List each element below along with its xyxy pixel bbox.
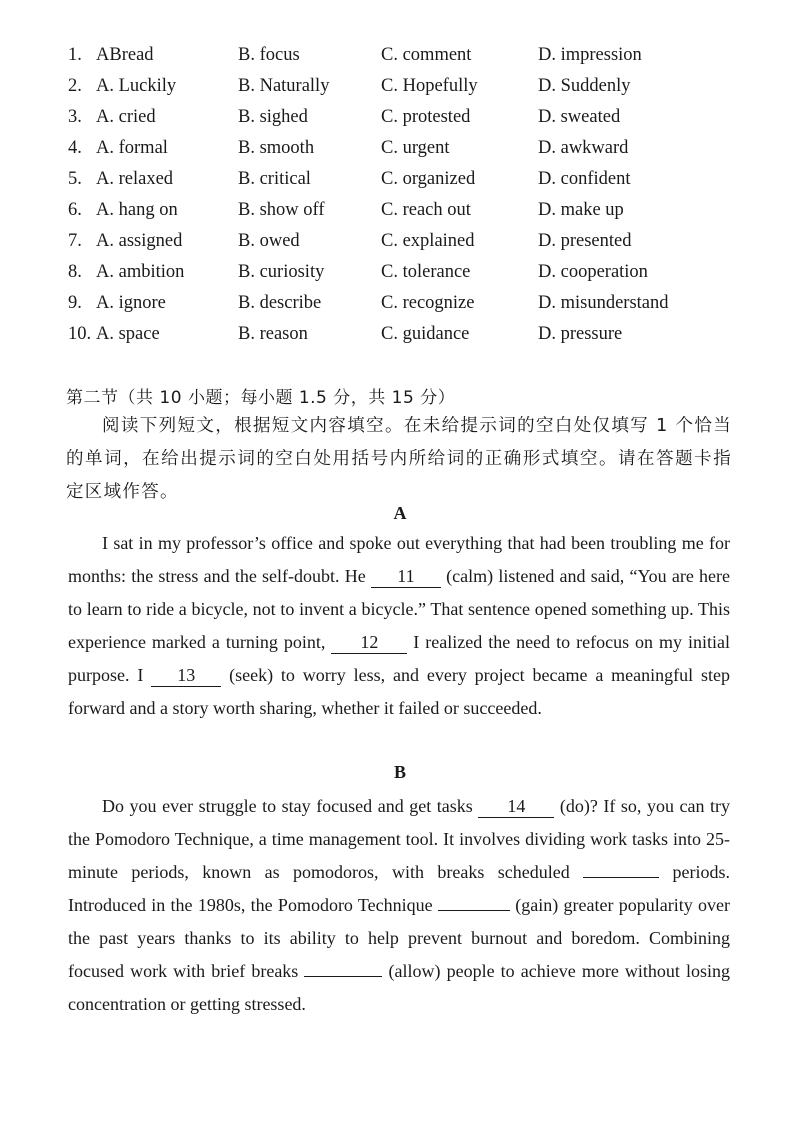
passage-text: periods. Introduced in the 1980s, the Pomodoro Technique (68, 862, 731, 915)
option-d: D. pressure (538, 324, 623, 344)
option-row (68, 288, 768, 319)
blank-13[interactable]: 13 (151, 664, 221, 687)
section-instructions: 阅读下列短文，根据短文内容填空。在未给提示词的空白处仅填写 1 个恰当的单词，在给出提示词的空白处用括号内所给词的正确形式填空。请在答题卡指定区域作答。 (66, 416, 732, 502)
option-a: ABread (96, 45, 154, 65)
option-row (68, 102, 768, 133)
question-number: 8. (68, 262, 82, 282)
blank-15[interactable] (583, 877, 659, 878)
option-d: D. presented (538, 231, 632, 251)
option-b: B. smooth (238, 138, 315, 158)
option-d: D. Suddenly (538, 76, 631, 96)
option-c: C. explained (381, 231, 475, 251)
option-a: A. cried (96, 107, 156, 127)
question-number: 7. (68, 231, 82, 251)
option-a: A. formal (96, 138, 168, 158)
option-a: A. relaxed (96, 169, 174, 189)
option-row (68, 40, 768, 71)
passage-text: (allow) people to achieve more without losing concentration or getting stressed. (68, 961, 731, 1014)
question-number: 3. (68, 107, 82, 127)
option-d: D. confident (538, 169, 631, 189)
option-row (68, 226, 768, 257)
question-number: 1. (68, 45, 82, 65)
option-b: B. focus (238, 45, 300, 65)
options-list (68, 40, 768, 350)
option-a: A. ignore (96, 293, 166, 313)
option-c: C. recognize (381, 293, 475, 313)
option-b: B. sighed (238, 107, 308, 127)
blank-16[interactable] (438, 910, 510, 911)
option-row (68, 319, 768, 350)
option-c: C. organized (381, 169, 476, 189)
option-row (68, 257, 768, 288)
option-row (68, 71, 768, 102)
option-d: D. make up (538, 200, 624, 220)
passage-b-label: B (393, 762, 406, 782)
passage-a-label: A (393, 503, 407, 523)
option-a: A. assigned (96, 231, 183, 251)
option-b: B. critical (238, 169, 311, 189)
option-b: B. describe (238, 293, 322, 313)
passage-text: (gain) greater popularity over the past years thanks to its ability to help prevent burnout and boredom. Combining focused work with brief breaks (68, 895, 731, 981)
option-row (68, 195, 768, 226)
option-c: C. guidance (381, 324, 470, 344)
passage-text: I sat in my professor’s office and spoke out everything that had been troubling me for months: the stress and the self-doubt. He (68, 533, 730, 586)
blank-14[interactable]: 14 (478, 795, 554, 818)
option-d: D. cooperation (538, 262, 648, 282)
blank-17[interactable] (304, 976, 382, 977)
passage-text: Do you ever struggle to stay focused and get tasks (102, 796, 473, 816)
option-a: A. hang on (96, 200, 178, 220)
passage-text: I realized the need to refocus on my initial purpose. I (68, 632, 731, 685)
option-c: C. protested (381, 107, 471, 127)
question-number: 9. (68, 293, 82, 313)
passage-b (68, 790, 730, 1021)
passage-a (68, 527, 730, 725)
option-row (68, 133, 768, 164)
question-number: 4. (68, 138, 82, 158)
passage-text: (seek) to worry less, and every project became a meaningful step forward and a story worth sharing, whether it failed or succeeded. (68, 665, 731, 718)
option-b: B. Naturally (238, 76, 330, 96)
option-b: B. owed (238, 231, 300, 251)
question-number: 6. (68, 200, 82, 220)
option-c: C. Hopefully (381, 76, 478, 96)
option-c: C. reach out (381, 200, 471, 220)
option-a: A. ambition (96, 262, 185, 282)
option-d: D. misunderstand (538, 293, 669, 313)
option-a: A. Luckily (96, 76, 177, 96)
question-number: 5. (68, 169, 82, 189)
option-a: A. space (96, 324, 160, 344)
option-b: B. curiosity (238, 262, 325, 282)
option-c: C. tolerance (381, 262, 471, 282)
option-d: D. awkward (538, 138, 629, 158)
blank-12[interactable]: 12 (331, 631, 407, 654)
option-d: D. sweated (538, 107, 621, 127)
section-heading: 第二节（共 10 小题；每小题 1.5 分，共 15 分） (66, 388, 456, 408)
option-row (68, 164, 768, 195)
passage-text: (do)? If so, you can try the Pomodoro Technique, a time management tool. It involves dividing work tasks into 25-minute periods, known as pomodoros, with breaks scheduled (68, 796, 731, 882)
option-c: C. urgent (381, 138, 450, 158)
option-b: B. show off (238, 200, 325, 220)
option-c: C. comment (381, 45, 472, 65)
blank-11[interactable]: 11 (371, 565, 441, 588)
option-b: B. reason (238, 324, 308, 344)
question-number: 10. (68, 324, 92, 344)
option-d: D. impression (538, 45, 642, 65)
question-number: 2. (68, 76, 82, 96)
passage-text: (calm) listened and said, “You are here to learn to ride a bicycle, not to invent a bicycle.” That sentence opened something up. This experience marked a turning point, (68, 566, 731, 652)
